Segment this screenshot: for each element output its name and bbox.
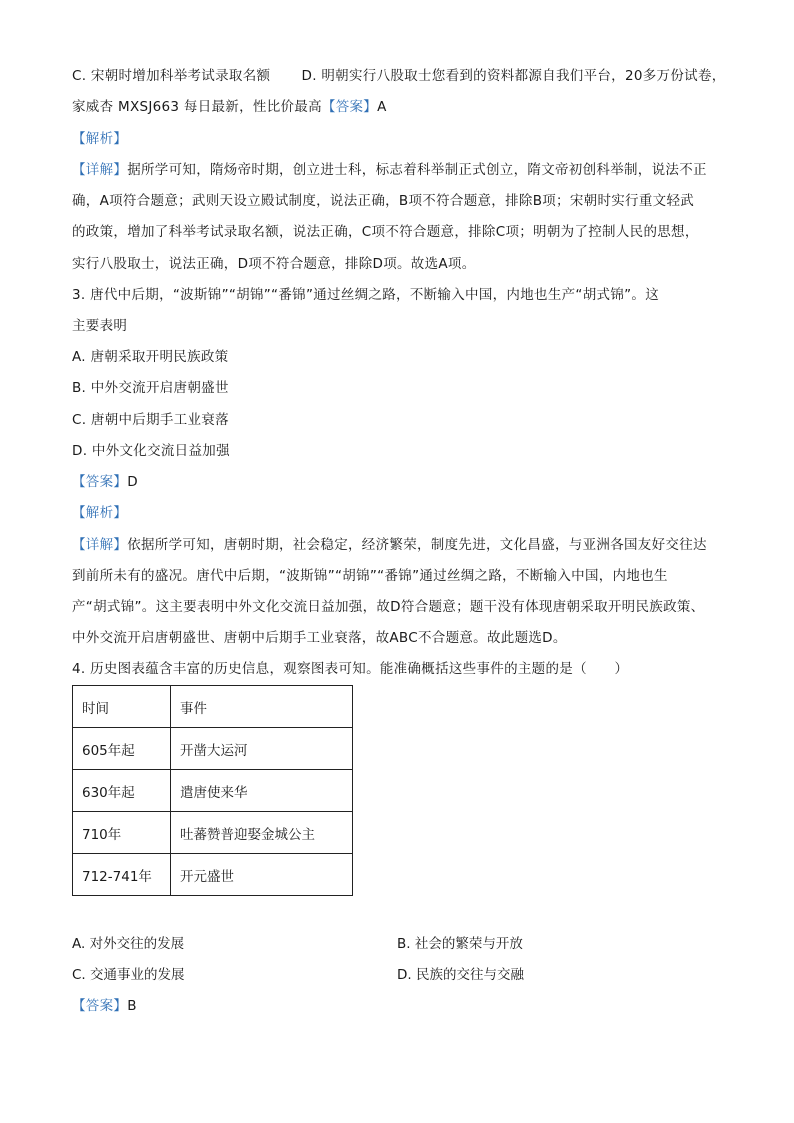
q2-detail-line-2: 确，A项符合题意；武则天设立殿试制度，说法正确，B项不符合题意，排除B项；宋朝时实行重文轻武 <box>72 193 695 209</box>
answer-value: D <box>127 474 138 490</box>
detail-label: 【详解】 <box>72 162 128 178</box>
events-table <box>72 685 353 896</box>
q2-detail-line-4: 实行八股取士，说法正确，D项不符合题意，排除D项。故选A项。 <box>72 256 476 272</box>
q3-stem-line-1: 3. 唐代中后期，“波斯锦”“胡锦”“番锦”通过丝绸之路，不断输入中国，内地也生产“胡式锦”。这 <box>72 287 660 303</box>
table-header-cell: 事件 <box>171 686 353 728</box>
q2-detail-line-3: 的政策，增加了科举考试录取名额，说法正确，C项不符合题意，排除C项；明朝为了控制人民的思想， <box>72 224 699 240</box>
q3-option-c: C. 唐朝中后期手工业衰落 <box>72 412 229 428</box>
q3-option-a: A. 唐朝采取开明民族政策 <box>72 349 229 365</box>
q4-stem: 4. 历史图表蕴含丰富的历史信息，观察图表可知。能准确概括这些事件的主题的是（ ） <box>72 661 629 677</box>
detail-text: 据所学可知，隋炀帝时期，创立进士科，标志着科举制正式创立，隋文帝初创科举制，说法不正 <box>127 162 707 178</box>
table-cell-event: 吐蕃赞普迎娶金城公主 <box>171 812 353 854</box>
table-cell-time: 710年 <box>73 812 171 854</box>
q2-ad-answer-line <box>72 97 732 117</box>
answer-label: 【答案】 <box>72 998 128 1014</box>
q4-option-c: C. 交通事业的发展 <box>72 967 185 983</box>
q3-option-b: B. 中外交流开启唐朝盛世 <box>72 380 229 396</box>
q3-detail-line-2: 到前所未有的盛况。唐代中后期，“波斯锦”“胡锦”“番锦”通过丝绸之路，不断输入中国，内地也生 <box>72 568 668 584</box>
answer-label: 【答案】 <box>72 474 128 490</box>
table-cell-event: 遣唐使来华 <box>171 770 353 812</box>
ad-text: 家威杏 MXSJ663 每日最新，性比价最高 <box>72 99 322 115</box>
detail-text: 依据所学可知，唐朝时期，社会稳定，经济繁荣，制度先进，文化昌盛，与亚洲各国友好交往达 <box>127 537 707 553</box>
q2-option-d: D. 明朝实行八股取士您看到的资料都源自我们平台，20多万份试卷， <box>301 68 726 84</box>
analysis-label: 【解析】 <box>72 131 128 147</box>
table-header-cell: 时间 <box>73 686 171 728</box>
answer-value: B <box>127 998 137 1014</box>
table-row <box>73 728 353 770</box>
q4-option-d: D. 民族的交往与交融 <box>397 967 524 983</box>
table-row <box>73 812 353 854</box>
q3-stem-line-2: 主要表明 <box>72 318 128 334</box>
q2-detail-line-1 <box>72 160 732 180</box>
q4-option-b: B. 社会的繁荣与开放 <box>397 936 523 952</box>
q3-answer-line <box>72 472 732 492</box>
analysis-label: 【解析】 <box>72 505 128 521</box>
table-cell-event: 开元盛世 <box>171 854 353 896</box>
q2-option-c: C. 宋朝时增加科举考试录取名额 <box>72 68 271 84</box>
table-cell-time: 605年起 <box>73 728 171 770</box>
q3-detail-line-3: 产“胡式锦”。这主要表明中外文化交流日益加强，故D符合题意；题干没有体现唐朝采取开明民族政策、 <box>72 599 705 615</box>
table-cell-time: 630年起 <box>73 770 171 812</box>
answer-value: A <box>377 99 387 115</box>
answer-label: 【答案】 <box>321 99 378 115</box>
table-header-row <box>73 686 353 728</box>
table-row <box>73 770 353 812</box>
table-cell-event: 开凿大运河 <box>171 728 353 770</box>
table-cell-time: 712-741年 <box>73 854 171 896</box>
q3-detail-line-1 <box>72 535 732 555</box>
q3-option-d: D. 中外文化交流日益加强 <box>72 443 230 459</box>
detail-label: 【详解】 <box>72 537 128 553</box>
q4-answer-line <box>72 996 732 1016</box>
table-row <box>73 854 353 896</box>
q3-detail-line-4: 中外交流开启唐朝盛世、唐朝中后期手工业衰落，故ABC不合题意。故此题选D。 <box>72 630 567 646</box>
q2-options-line <box>72 66 732 86</box>
q4-option-a: A. 对外交往的发展 <box>72 936 185 952</box>
